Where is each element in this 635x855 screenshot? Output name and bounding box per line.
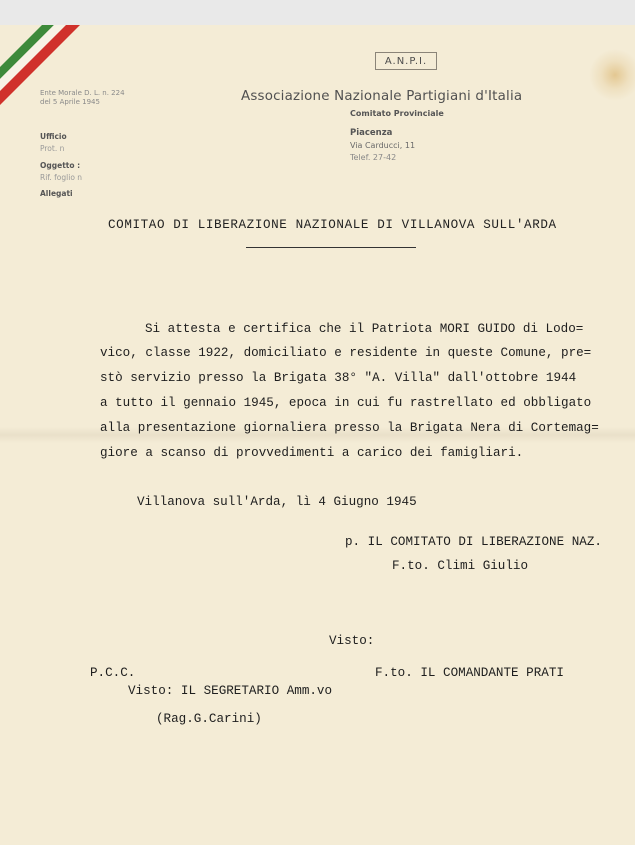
committee-signature-line: p. IL COMITATO DI LIBERAZIONE NAZ. (345, 535, 602, 549)
rif-foglio-field: Rif. foglio n (40, 173, 83, 182)
document-page (0, 25, 635, 845)
address-label: Via Carducci, 11 (350, 141, 416, 150)
body-line: Si attesta e certifica che il Patriota MORI GUIDO di Lodo= (145, 322, 584, 336)
oggetto-label: Oggetto : (40, 161, 81, 170)
carini-signature: (Rag.G.Carini) (156, 712, 262, 726)
anpi-box: A.N.P.I. (375, 52, 437, 70)
allegati-label: Allegati (40, 189, 73, 198)
climi-signature: F.to. Climi Giulio (392, 559, 529, 573)
comandante-signature: F.to. IL COMANDANTE PRATI (375, 666, 564, 680)
place-date: Villanova sull'Arda, lì 4 Giugno 1945 (137, 495, 417, 509)
ente-morale-line1: Ente Morale D. L. n. 224 (40, 89, 125, 97)
city-label: Piacenza (350, 128, 393, 138)
body-line: giore a scanso di provvedimenti a carico dei famigliari. (100, 446, 524, 460)
phone-label: Telef. 27-42 (350, 153, 397, 162)
ente-morale-line2: del 5 Aprile 1945 (40, 98, 100, 106)
pcc-label: P.C.C. (90, 666, 136, 680)
scan-top-margin (0, 0, 635, 25)
document-heading: COMITAO DI LIBERAZIONE NAZIONALE DI VILLANOVA SULL'ARDA (108, 218, 557, 232)
body-line: vico, classe 1922, domiciliato e residente in queste Comune, pre= (100, 346, 592, 360)
ufficio-label: Ufficio (40, 132, 67, 141)
body-line: stò servizio presso la Brigata 38° "A. Villa" dall'ottobre 1944 (100, 371, 577, 385)
body-line: a tutto il gennaio 1945, epoca in cui fu rastrellato ed obbligato (100, 396, 592, 410)
association-name: Associazione Nazionale Partigiani d'Italia (241, 89, 523, 104)
body-line: alla presentazione giornaliera presso la Brigata Nera di Cortemag= (100, 421, 599, 435)
segretario-signature: Visto: IL SEGRETARIO Amm.vo (128, 684, 333, 698)
prot-field: Prot. n (40, 144, 65, 153)
scan-bottom-margin (0, 845, 635, 855)
heading-underline (246, 247, 416, 248)
visto-label: Visto: (329, 634, 375, 648)
committee-label: Comitato Provinciale (350, 109, 444, 118)
